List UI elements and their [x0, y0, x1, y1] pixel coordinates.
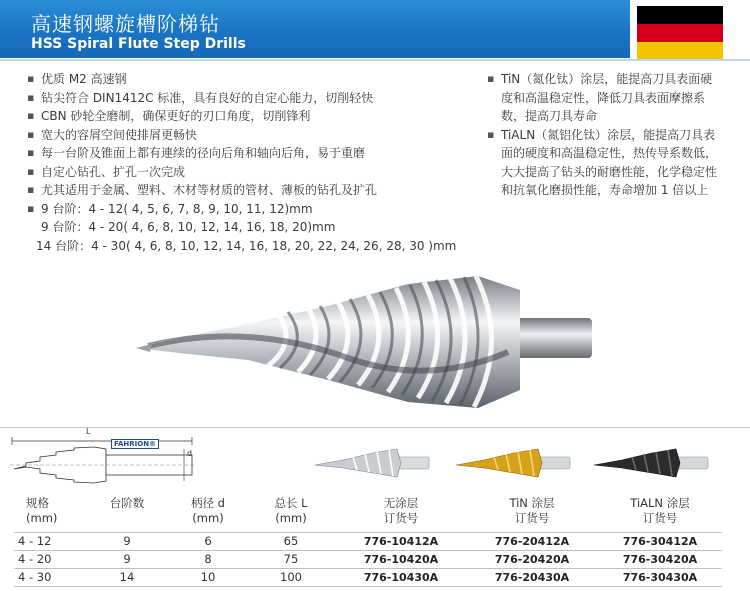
feature-item: ▪ TiN（氮化钛）涂层，能提高刀具表面硬度和高温稳定性，降低刀具表面摩擦系数，提高刀具寿命: [487, 70, 722, 126]
dimension-label-d: d: [187, 449, 193, 458]
cell-code-tialn: 776-30430A: [598, 569, 722, 587]
flag-stripe-black: [637, 6, 723, 24]
variant-strip: [0, 425, 750, 493]
feature-item: ▪ CBN 砂轮全磨制，确保更好的刃口角度，切削锋利: [27, 107, 497, 126]
cell-shank: 8: [170, 551, 246, 569]
cell-spec: 4 - 30: [14, 569, 84, 587]
header-uncoated: 无涂层 订货号: [383, 496, 419, 525]
table-row: [14, 533, 722, 551]
feature-item: ▪ 自定心钻孔、扩孔一次完成: [27, 163, 497, 182]
dimension-label-L: L: [86, 427, 91, 436]
header-divider: [0, 59, 750, 61]
drill-uncoated-image: [313, 443, 431, 483]
title-en: HSS Spiral Flute Step Drills: [31, 36, 246, 52]
header-length: 总长 L (mm): [274, 496, 308, 525]
header-tin: TiN 涂层 订货号: [509, 496, 555, 525]
cell-spec: 4 - 20: [14, 551, 84, 569]
feature-item: ▪ 每一台阶及锥面上都有連续的径向后角和轴向后角，易于重磨: [27, 144, 497, 163]
cell-code-tialn: 776-30420A: [598, 551, 722, 569]
table-row: [14, 551, 722, 569]
feature-item: ▪ 优质 M2 高速钢: [27, 70, 497, 89]
header-spec: 规格 (mm): [26, 496, 58, 525]
cell-code-tialn: 776-30412A: [598, 533, 722, 551]
cell-steps: 9: [84, 551, 170, 569]
title-banner: [0, 0, 630, 58]
spec-table: [14, 496, 722, 587]
cell-code-tin: 776-20420A: [466, 551, 598, 569]
header-shank: 柄径 d (mm): [191, 496, 225, 525]
header-tialn: TiALN 涂层 订货号: [630, 496, 690, 525]
technical-drawing: [6, 435, 196, 493]
strip-divider: [0, 427, 750, 428]
title-cn: 高速钢螺旋槽阶梯钻: [31, 12, 220, 36]
feature-item: ▪ 尤其适用于金属、塑料、木材等材质的管材、薄板的钻孔及扩孔: [27, 181, 497, 200]
table-row: [14, 569, 722, 587]
cell-code-tin: 776-20430A: [466, 569, 598, 587]
drill-tin-image: [454, 443, 572, 483]
feature-item: 9 台阶：4 - 20( 4, 6, 8, 10, 12, 14, 16, 18, 20)mm: [41, 220, 336, 234]
feature-list-right: [487, 70, 722, 200]
feature-item: ▪ 9 台阶：4 - 12( 4, 5, 6, 7, 8, 9, 10, 11, 12)mm: [27, 200, 497, 219]
feature-list-left: [27, 70, 497, 255]
cell-length: 75: [246, 551, 336, 569]
cell-shank: 10: [170, 569, 246, 587]
cell-code-uncoated: 776-10420A: [336, 551, 466, 569]
brand-logo: FAHRION®: [111, 439, 159, 449]
feature-item: ▪ TiALN（氮铝化钛）涂层，能提高刀具表面的硬度和高温稳定性，热传导系数低，大大提高了钻头的耐磨性能，化学稳定性和抗氧化磨损性能，寿命增加 1 倍以上: [487, 126, 722, 200]
feature-item: 14 台阶：4 - 30( 4, 6, 8, 10, 12, 14, 16, 18, 20, 22, 24, 26, 28, 30 )mm: [36, 238, 457, 253]
header-steps: 台阶数: [109, 496, 145, 510]
step-drill-image: [128, 262, 598, 422]
german-flag-icon: [637, 6, 723, 60]
drill-tialn-image: [592, 443, 710, 483]
cell-steps: 9: [84, 533, 170, 551]
flag-stripe-red: [637, 24, 723, 42]
cell-code-uncoated: 776-10412A: [336, 533, 466, 551]
header: [0, 0, 750, 64]
cell-code-tin: 776-20412A: [466, 533, 598, 551]
cell-length: 65: [246, 533, 336, 551]
cell-shank: 6: [170, 533, 246, 551]
cell-code-uncoated: 776-10430A: [336, 569, 466, 587]
cell-length: 100: [246, 569, 336, 587]
cell-spec: 4 - 12: [14, 533, 84, 551]
table-header-row: [14, 496, 722, 533]
flag-stripe-gold: [637, 42, 723, 60]
feature-item: ▪ 宽大的容屑空间使排屑更畅快: [27, 126, 497, 145]
feature-item: ▪ 钻尖符合 DIN1412C 标准，具有良好的自定心能力，切削轻快: [27, 89, 497, 108]
cell-steps: 14: [84, 569, 170, 587]
